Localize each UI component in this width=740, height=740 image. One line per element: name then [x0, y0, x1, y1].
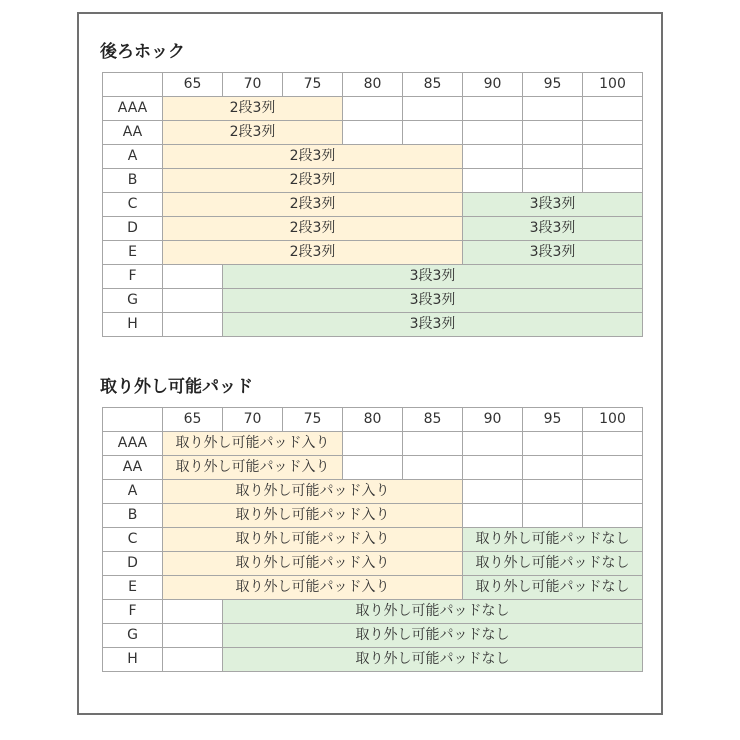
- size-availability-cell: [402, 120, 463, 145]
- size-availability-cell: 3段3列: [462, 240, 643, 265]
- size-availability-cell: [522, 431, 583, 456]
- size-availability-cell: [582, 431, 643, 456]
- band-size-header: 75: [282, 72, 343, 97]
- cup-size-label: A: [102, 144, 163, 169]
- corner-cell: [102, 72, 163, 97]
- band-size-header: 90: [462, 407, 523, 432]
- size-availability-cell: 2段3列: [162, 192, 463, 217]
- band-size-header: 80: [342, 72, 403, 97]
- size-availability-cell: 取り外し可能パッド入り: [162, 479, 463, 504]
- size-availability-cell: 2段3列: [162, 240, 463, 265]
- cup-size-label: C: [102, 527, 163, 552]
- band-size-header: 100: [582, 407, 643, 432]
- size-availability-cell: [522, 144, 583, 169]
- size-availability-cell: 取り外し可能パッドなし: [462, 575, 643, 600]
- band-size-header: 80: [342, 407, 403, 432]
- cup-size-label: G: [102, 623, 163, 648]
- cup-size-label: AA: [102, 455, 163, 480]
- cup-size-label: A: [102, 479, 163, 504]
- size-availability-cell: [462, 96, 523, 121]
- size-availability-cell: [462, 168, 523, 193]
- size-availability-cell: 取り外し可能パッドなし: [222, 623, 643, 648]
- size-availability-cell: 取り外し可能パッドなし: [462, 551, 643, 576]
- size-availability-cell: [582, 144, 643, 169]
- size-availability-cell: [462, 431, 523, 456]
- cup-size-label: H: [102, 312, 163, 337]
- corner-cell: [102, 407, 163, 432]
- size-availability-cell: [582, 96, 643, 121]
- cup-size-label: G: [102, 288, 163, 313]
- size-availability-cell: [342, 96, 403, 121]
- size-availability-cell: 取り外し可能パッドなし: [222, 599, 643, 624]
- size-availability-cell: 取り外し可能パッドなし: [462, 527, 643, 552]
- size-availability-cell: [582, 455, 643, 480]
- size-availability-cell: 3段3列: [222, 288, 643, 313]
- cup-size-label: B: [102, 503, 163, 528]
- size-availability-cell: [522, 168, 583, 193]
- cup-size-label: AA: [102, 120, 163, 145]
- size-availability-cell: [342, 120, 403, 145]
- size-availability-cell: [162, 599, 223, 624]
- size-availability-cell: [462, 455, 523, 480]
- cup-size-label: B: [102, 168, 163, 193]
- size-availability-cell: 取り外し可能パッドなし: [222, 647, 643, 672]
- size-availability-cell: [162, 647, 223, 672]
- size-availability-cell: 3段3列: [462, 216, 643, 241]
- size-availability-cell: 2段3列: [162, 216, 463, 241]
- band-size-header: 95: [522, 407, 583, 432]
- size-availability-cell: 取り外し可能パッド入り: [162, 431, 343, 456]
- cup-size-label: E: [102, 575, 163, 600]
- cup-size-label: D: [102, 216, 163, 241]
- band-size-header: 65: [162, 72, 223, 97]
- size-table-back-hook: [102, 72, 643, 337]
- size-availability-cell: [162, 312, 223, 337]
- size-availability-cell: [522, 120, 583, 145]
- band-size-header: 65: [162, 407, 223, 432]
- cup-size-label: E: [102, 240, 163, 265]
- size-availability-cell: 3段3列: [222, 264, 643, 289]
- cup-size-label: AAA: [102, 431, 163, 456]
- size-availability-cell: [522, 503, 583, 528]
- cup-size-label: F: [102, 264, 163, 289]
- size-availability-cell: [582, 168, 643, 193]
- size-availability-cell: 2段3列: [162, 168, 463, 193]
- band-size-header: 85: [402, 407, 463, 432]
- cup-size-label: C: [102, 192, 163, 217]
- size-availability-cell: 取り外し可能パッド入り: [162, 503, 463, 528]
- size-availability-cell: [402, 455, 463, 480]
- cup-size-label: F: [102, 599, 163, 624]
- size-availability-cell: 取り外し可能パッド入り: [162, 575, 463, 600]
- cup-size-label: D: [102, 551, 163, 576]
- size-availability-cell: [582, 479, 643, 504]
- size-table-removable-pad: [102, 407, 643, 672]
- cup-size-label: H: [102, 647, 163, 672]
- band-size-header: 90: [462, 72, 523, 97]
- band-size-header: 75: [282, 407, 343, 432]
- section-title-removable-pad: 取り外し可能パッド: [100, 377, 253, 397]
- size-availability-cell: [402, 431, 463, 456]
- size-availability-cell: [162, 288, 223, 313]
- size-availability-cell: 取り外し可能パッド入り: [162, 455, 343, 480]
- size-availability-cell: 取り外し可能パッド入り: [162, 527, 463, 552]
- size-availability-cell: [342, 431, 403, 456]
- size-availability-cell: 取り外し可能パッド入り: [162, 551, 463, 576]
- size-availability-cell: [462, 503, 523, 528]
- band-size-header: 100: [582, 72, 643, 97]
- size-availability-cell: [522, 479, 583, 504]
- band-size-header: 95: [522, 72, 583, 97]
- size-availability-cell: [582, 503, 643, 528]
- band-size-header: 85: [402, 72, 463, 97]
- band-size-header: 70: [222, 407, 283, 432]
- size-availability-cell: 2段3列: [162, 120, 343, 145]
- band-size-header: 70: [222, 72, 283, 97]
- size-availability-cell: [522, 455, 583, 480]
- size-availability-cell: [462, 479, 523, 504]
- size-availability-cell: [162, 623, 223, 648]
- size-availability-cell: 2段3列: [162, 144, 463, 169]
- size-availability-cell: [342, 455, 403, 480]
- section-title-back-hook: 後ろホック: [100, 42, 185, 62]
- size-availability-cell: [462, 120, 523, 145]
- size-availability-cell: [522, 96, 583, 121]
- size-availability-cell: [582, 120, 643, 145]
- cup-size-label: AAA: [102, 96, 163, 121]
- size-availability-cell: [462, 144, 523, 169]
- size-availability-cell: 3段3列: [462, 192, 643, 217]
- size-availability-cell: 2段3列: [162, 96, 343, 121]
- size-availability-cell: [162, 264, 223, 289]
- size-availability-cell: 3段3列: [222, 312, 643, 337]
- size-availability-cell: [402, 96, 463, 121]
